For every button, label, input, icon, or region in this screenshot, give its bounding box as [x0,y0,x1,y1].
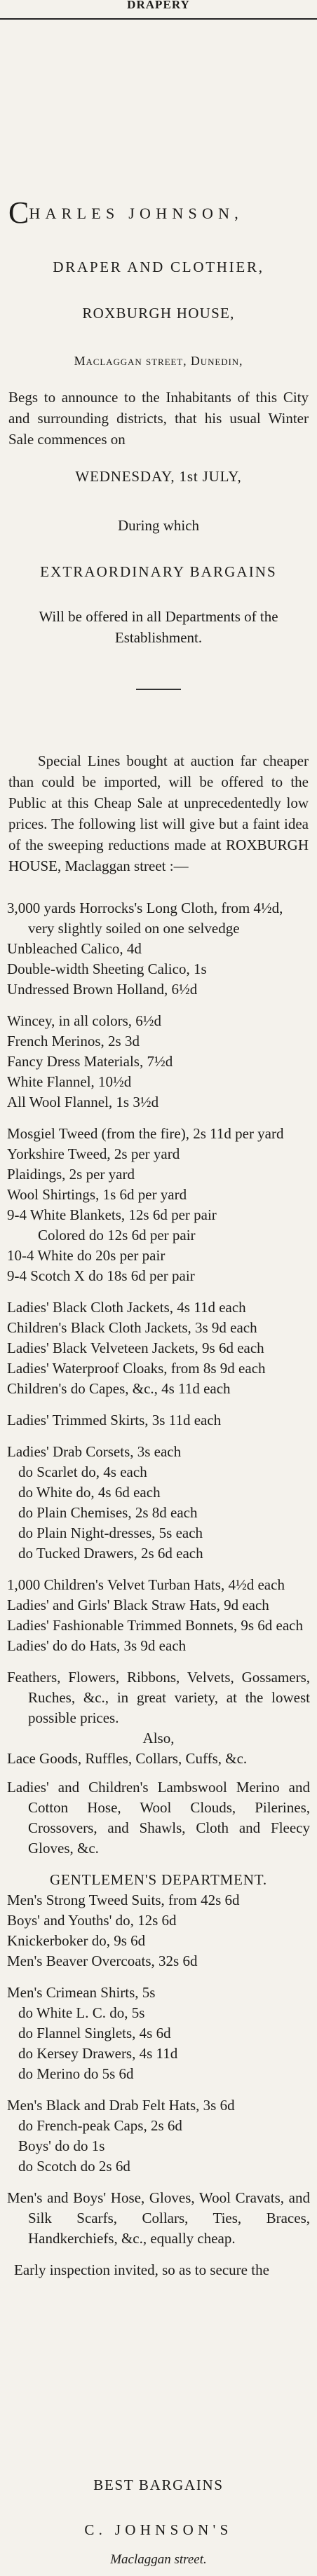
list-item: do Scarlet do, 4s each [18,1463,147,1480]
list-item: Ladies' and Children's Lambswool Merino and Cotton Hose, Wool Clouds, Pilerines, Crossovers, and Shawls, Cloth and Fleecy Gloves, &c. [7,1779,310,1857]
header-rule [0,18,317,20]
announcement: Begs to announce to the Inhabitants of this City and surrounding districts, that his usual Winter Sale commences on [8,389,309,448]
during-which: During which [117,517,200,534]
list-item: 1,000 Children's Velvet Turban Hats, 4½d each [7,1576,285,1593]
list-item: do Plain Night-dresses, 5s each [18,1524,203,1541]
list-item: Men's Strong Tweed Suits, from 42s 6d [7,1892,240,1908]
list-item: Wool Shirtings, 1s 6d per yard [7,1186,187,1203]
list-item: Men's Crimean Shirts, 5s [7,1984,156,2001]
list-item: Knickerboker do, 9s 6d [7,1932,146,1949]
list-item: Yorkshire Tweed, 2s per yard [7,1145,180,1162]
list-item: Mosgiel Tweed (from the fire), 2s 11d per yard [7,1125,284,1142]
section-header: DRAPERY [127,0,190,11]
list-item: White Flannel, 10½d [7,1073,132,1090]
drop-initial: C [8,195,29,230]
list-item: Men's Beaver Overcoats, 32s 6d [7,1952,198,1969]
list-item: Children's Black Cloth Jackets, 3s 9d each [7,1319,257,1336]
list-item: Ladies' Drab Corsets, 3s each [7,1443,182,1460]
list-item: do White do, 4s 6d each [18,1484,161,1501]
list-item: do Plain Chemises, 2s 8d each [18,1504,198,1521]
department-heading: GENTLEMEN'S DEPARTMENT. [49,1871,267,1888]
list-item: do Merino do 5s 6d [18,2065,134,2082]
sale-date: WEDNESDAY, 1st JULY, [75,468,242,485]
offered-line: Will be offered in all Departments of the Establishment. [39,608,278,646]
list-item: Double-width Sheeting Calico, 1s [7,960,207,977]
list-item: Boys' do do 1s [18,2137,105,2154]
name-rest: HARLES JOHNSON, [29,205,244,222]
list-item: 9-4 White Blankets, 12s 6d per pair [7,1206,217,1223]
list-item: do Kersey Drawers, 4s 11d [18,2045,178,2062]
list-item: Lace Goods, Ruffles, Collars, Cuffs, &c. [7,1750,248,1767]
list-item: Undressed Brown Holland, 6½d [7,981,198,998]
list-item: do Flannel Singlets, 4s 6d [18,2025,171,2041]
bargains-heading: EXTRAORDINARY BARGAINS [40,563,277,580]
list-item: 9-4 Scotch X do 18s 6d per pair [7,1267,195,1284]
list-item: All Wool Flannel, 1s 3½d [7,1094,159,1110]
list-item: do White L. C. do, 5s [18,2004,145,2021]
list-item: Wincey, in all colors, 6½d [7,1012,161,1029]
list-item: Ladies' Fashionable Trimmed Bonnets, 9s 6d each [7,1617,303,1634]
list-item: Colored do 12s 6d per pair [38,1227,196,1244]
list-item: Ladies' Waterproof Cloaks, from 8s 9d each [7,1360,266,1377]
list-item: do Tucked Drawers, 2s 6d each [18,1545,203,1562]
shop-street: Maclaggan street. [110,2552,207,2567]
list-item: Ladies' and Girls' Black Straw Hats, 9d each [7,1597,269,1613]
best-bargains: BEST BARGAINS [93,2477,224,2493]
divider-dash [136,689,181,690]
list-item: Boys' and Youths' do, 12s 6d [7,1912,177,1929]
trade-line: DRAPER AND CLOTHIER, [53,259,264,275]
list-item: Children's do Capes, &c., 4s 11d each [7,1380,231,1397]
advertiser-name [0,195,317,230]
list-item: do Scotch do 2s 6d [18,2158,130,2175]
address-line: Maclaggan street, Dunedin, [74,354,243,368]
list-item: Ladies' Black Velveteen Jackets, 9s 6d each [7,1339,264,1356]
shop-name: C. JOHNSON'S [84,2521,233,2538]
list-item: French Merinos, 2s 3d [7,1033,140,1049]
list-item: Ladies' Black Cloth Jackets, 4s 11d each [7,1299,246,1316]
list-item: Men's Black and Drab Felt Hats, 3s 6d [7,2097,235,2114]
list-item: Plaidings, 2s per yard [7,1166,135,1183]
price-list [0,898,317,2280]
list-item: do French-peak Caps, 2s 6d [18,2117,182,2134]
list-item: Also, [142,1730,175,1747]
list-item: 3,000 yards Horrocks's Long Cloth, from 4½d, very slightly soiled on one selvedge [7,900,283,937]
house-line: ROXBURGH HOUSE, [82,305,235,322]
list-item: Fancy Dress Materials, 7½d [7,1053,173,1070]
list-item: Ladies' do do Hats, 3s 9d each [7,1637,187,1654]
special-lines-paragraph: Special Lines bought at auction far cheaper than could be imported, will be offered to the Public at this Cheap Sale at unprecedentedly low prices. The following list will give but a faint idea of the sweeping reductions made at ROXBURGH HOUSE, Maclaggan street :— [8,752,309,874]
list-item: Ladies' Trimmed Skirts, 3s 11d each [7,1412,222,1428]
list-item: Feathers, Flowers, Ribbons, Velvets, Gossamers, Ruches, &c., in great variety, at the lowest possible prices. [7,1669,310,1726]
list-item: Men's and Boys' Hose, Gloves, Wool Cravats, and Silk Scarfs, Collars, Ties, Braces, Handkerchiefs, &c., equally cheap. [7,2189,310,2247]
list-item: 10-4 White do 20s per pair [7,1247,166,1264]
list-item: Unbleached Calico, 4d [7,940,142,957]
closing-line: Early inspection invited, so as to secure the [14,2261,269,2278]
